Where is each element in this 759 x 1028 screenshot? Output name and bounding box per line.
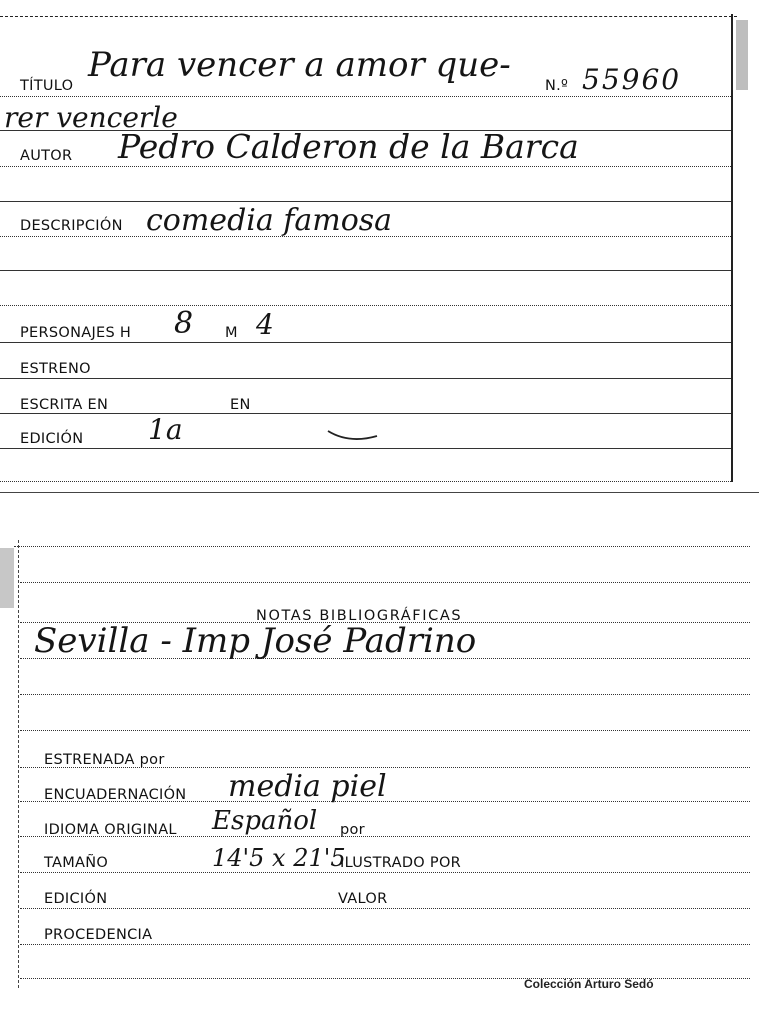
descripcion-line-3 [0,305,731,306]
edicion-line [0,448,731,449]
card-top-border [14,546,750,547]
personajes-line [0,342,731,343]
scan-noise [736,20,748,90]
tamano-line [20,872,750,873]
card-left-border [18,540,19,988]
personajes-h-label: PERSONAJES H [20,325,132,341]
scan-noise [0,548,14,608]
estrenada-por-label: ESTRENADA por [44,752,165,768]
escrita-en-label: ESCRITA EN [20,397,109,413]
autor-line [0,166,731,167]
tamano-value: 14'5 x 21'5 [212,844,346,872]
notas-line-0 [20,582,750,583]
bottom-dotted-line [0,481,731,482]
numero-label: N.º [545,78,569,94]
personajes-m-label: M [225,325,238,341]
notas-bibliograficas-heading: NOTAS BIBLIOGRÁFICAS [256,608,463,624]
pen-stroke-mark [325,426,381,444]
titulo-label: TÍTULO [20,78,74,94]
autor-label: AUTOR [20,148,73,164]
escrita-line [0,413,731,414]
catalog-card-back [0,540,759,1028]
notas-line-4 [20,730,750,731]
edicion-label: EDICIÓN [44,891,108,907]
titulo-line [0,96,731,97]
catalog-card-front [0,0,759,495]
por-label: por [340,822,365,838]
collection-stamp: Colección Arturo Sedó [524,977,654,991]
notas-value: Sevilla - Imp José Padrino [34,621,477,661]
edicion-label: EDICIÓN [20,431,84,447]
descripcion-line-2 [0,270,731,271]
separator-line [0,201,731,202]
procedencia-line [20,944,750,945]
idioma-original-value: Español [212,806,318,836]
en-label: EN [230,397,251,413]
personajes-m-value: 4 [256,308,274,341]
autor-value: Pedro Calderon de la Barca [118,127,579,166]
titulo-value-1: Para vencer a amor que- [88,45,511,85]
ilustrado-por-label: ILUSTRADO POR [340,855,462,871]
idioma-original-label: IDIOMA ORIGINAL [44,822,177,838]
descripcion-label: DESCRIPCIÓN [20,218,123,234]
estreno-label: ESTRENO [20,361,91,377]
procedencia-label: PROCEDENCIA [44,927,153,943]
tamano-label: TAMAÑO [44,855,109,871]
card-right-border [731,14,733,482]
estreno-line [0,378,731,379]
edicion-value: 1a [148,413,183,446]
edicion-line [20,908,750,909]
descripcion-value: comedia famosa [146,203,393,238]
card-bottom-edge [0,492,759,493]
card-top-border [0,16,737,17]
numero-value: 55960 [582,63,682,96]
titulo-value-2: rer vencerle [4,101,178,134]
notas-line-3 [20,694,750,695]
encuadernacion-label: ENCUADERNACIÓN [44,787,187,803]
valor-label: VALOR [338,891,388,907]
encuadernacion-value: media piel [228,769,387,804]
personajes-h-value: 8 [174,306,194,341]
